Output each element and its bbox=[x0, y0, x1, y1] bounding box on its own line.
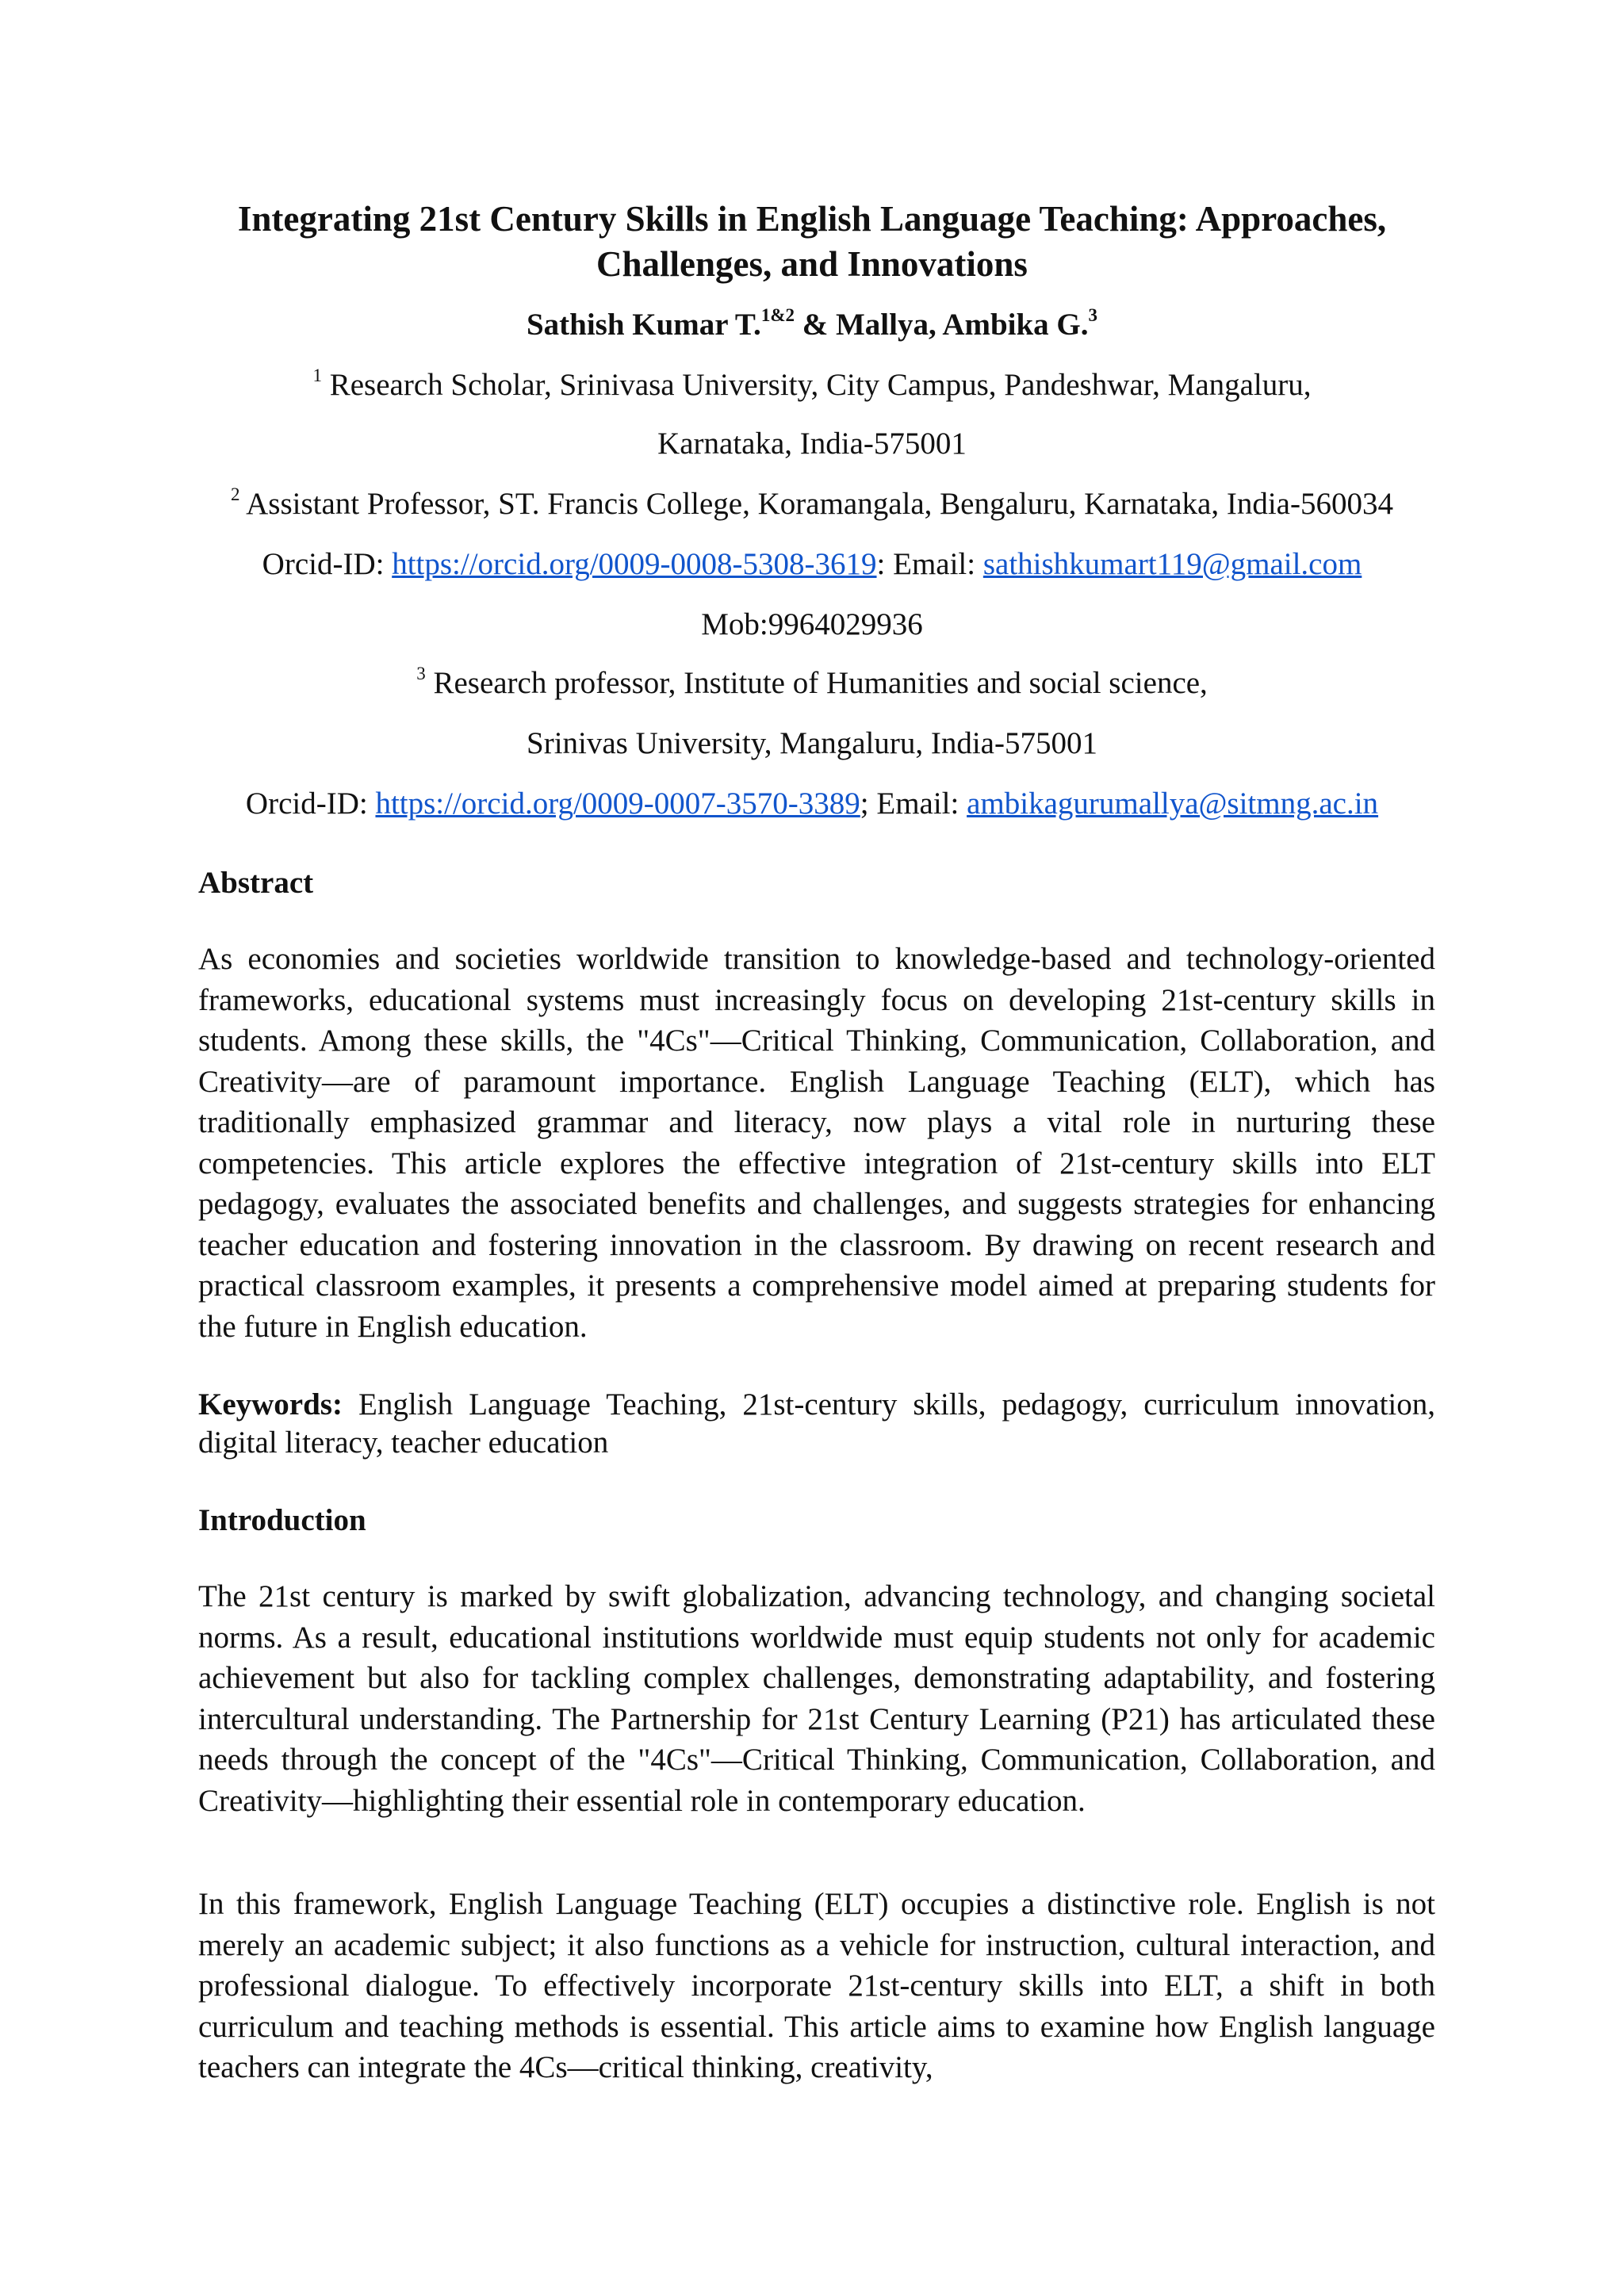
introduction-heading: Introduction bbox=[198, 1503, 366, 1537]
author-separator: & bbox=[794, 308, 836, 342]
keywords-label: Keywords: bbox=[198, 1387, 343, 1422]
paper-title: Integrating 21st Century Skills in English Language Teaching: Approaches, Challenges, and Innovations bbox=[237, 199, 1387, 284]
affiliation-3-text: Research professor, Institute of Humanities and social science, bbox=[433, 666, 1208, 700]
affiliation-1-text: Research Scholar, Srinivasa University, City Campus, Pandeshwar, Mangaluru, bbox=[329, 368, 1312, 402]
keywords-text: English Language Teaching, 21st-century skills, pedagogy, curriculum innovation, digital literacy, teacher education bbox=[198, 1387, 1435, 1460]
keywords-line bbox=[198, 1386, 1435, 1462]
author-1-affiliation-mark: 1&2 bbox=[760, 305, 795, 325]
contact-line-2 bbox=[190, 785, 1434, 823]
orcid-label-2: Orcid-ID: bbox=[245, 786, 376, 821]
orcid-link-2[interactable]: https://orcid.org/0009-0007-3570-3389 bbox=[375, 786, 860, 821]
orcid-label-1: Orcid-ID: bbox=[262, 547, 393, 581]
email-link-2[interactable]: ambikagurumallya@sitmng.ac.in bbox=[967, 786, 1379, 821]
affiliation-3-line-1 bbox=[190, 664, 1434, 702]
mobile-number: Mob:9964029936 bbox=[701, 607, 923, 641]
author-2-name: Mallya, Ambika G. bbox=[835, 308, 1089, 342]
affiliation-1-line-1 bbox=[190, 366, 1434, 404]
email-link-1[interactable]: sathishkumart119@gmail.com bbox=[982, 547, 1362, 581]
introduction-paragraph-1: The 21st century is marked by swift globalization, advancing technology, and changing societal norms. As a result, educational institutions worldwide must equip students not only for academic achievement but also for tackling complex challenges, demonstrating adaptability, and fostering intercultural understanding. The Partnership for 21st Century Learning (P21) has articulated these needs through the concept of the "4Cs"—Critical Thinking, Communication, Collaboration, and Creativity—highlighting their essential role in contemporary education. bbox=[198, 1579, 1435, 1818]
affiliation-3-line-2: Srinivas University, Mangaluru, India-575001 bbox=[527, 726, 1097, 760]
contact-line-1 bbox=[190, 545, 1434, 584]
orcid-link-1[interactable]: https://orcid.org/0009-0008-5308-3619 bbox=[392, 547, 877, 581]
affiliation-1-mark: 1 bbox=[312, 365, 322, 385]
author-line bbox=[190, 306, 1434, 344]
affiliation-2-mark: 2 bbox=[231, 484, 240, 504]
abstract-text: As economies and societies worldwide transition to knowledge-based and technology-oriented frameworks, educational systems must increasingly focus on developing 21st-century skills in students. Among these skills, the "4Cs"—Critical Thinking, Communication, Collaboration, and Creativity—are of paramount importance. English Language Teaching (ELT), which has traditionally emphasized grammar and literacy, now plays a vital role in nurturing these competencies. This article explores the effective integration of 21st-century skills into ELT pedagogy, evaluates the associated benefits and challenges, and suggests strategies for enhancing teacher education and fostering innovation in the classroom. By drawing on recent research and practical classroom examples, it presents a comprehensive model aimed at preparing students for the future in English education. bbox=[198, 942, 1435, 1344]
email-label-1: : Email: bbox=[876, 547, 983, 581]
author-2-affiliation-mark: 3 bbox=[1088, 305, 1098, 325]
email-label-2: ; Email: bbox=[860, 786, 967, 821]
affiliation-2-line bbox=[190, 485, 1434, 523]
author-1-name: Sathish Kumar T. bbox=[526, 308, 761, 342]
affiliation-2-text: Assistant Professor, ST. Francis College, Koramangala, Bengaluru, Karnataka, India-560034 bbox=[246, 487, 1393, 521]
introduction-paragraph-2: In this framework, English Language Teaching (ELT) occupies a distinctive role. English is not merely an academic subject; it also functions as a vehicle for instruction, cultural interaction, and professional dialogue. To effectively incorporate 21st-century skills into ELT, a shift in both curriculum and teaching methods is essential. This article aims to examine how English language teachers can integrate the 4Cs—critical thinking, creativity, bbox=[198, 1887, 1435, 2084]
affiliation-1-line-2: Karnataka, India-575001 bbox=[657, 427, 967, 461]
affiliation-3-mark: 3 bbox=[416, 664, 426, 683]
abstract-heading: Abstract bbox=[198, 866, 314, 900]
